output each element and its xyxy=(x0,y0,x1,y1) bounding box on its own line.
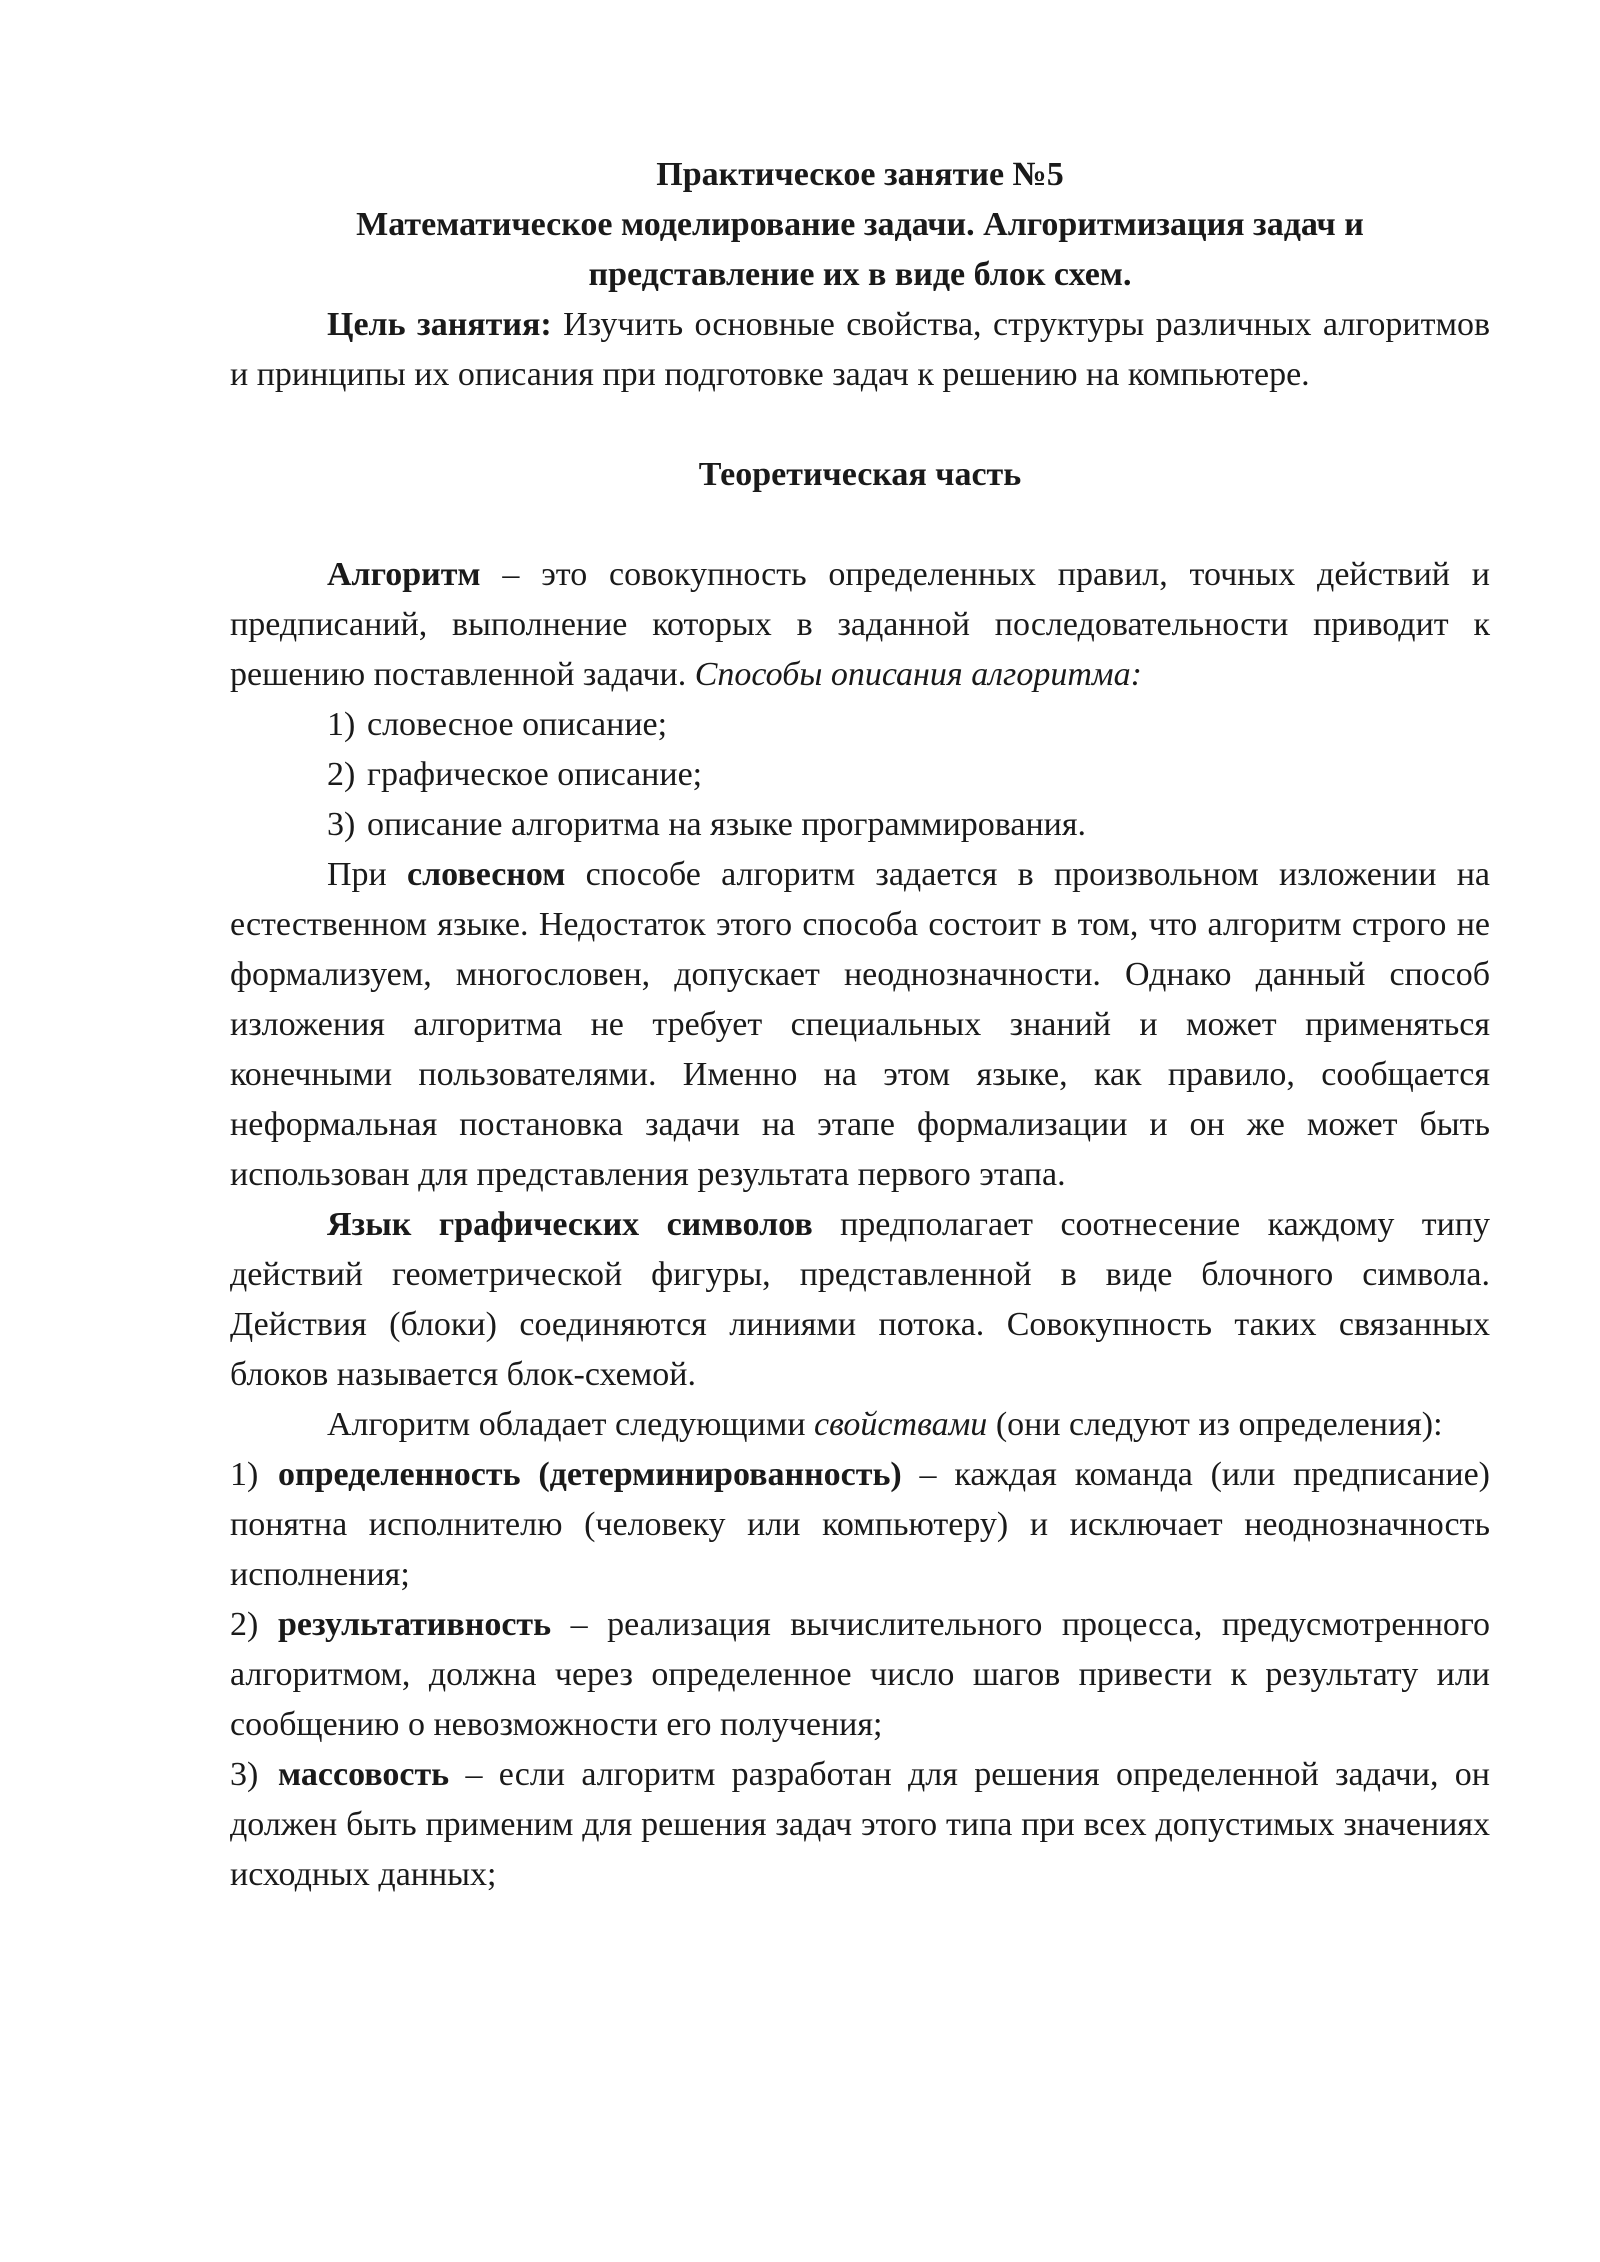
list-item xyxy=(230,700,1490,750)
property-number: 3) xyxy=(230,1756,259,1793)
title-line-1: Практическое занятие №5 xyxy=(656,156,1064,193)
document-body xyxy=(230,150,1490,1900)
goal-paragraph xyxy=(230,300,1490,400)
list-item-number: 2) xyxy=(327,756,356,793)
section-title: Теоретическая часть xyxy=(698,456,1022,493)
list-item xyxy=(230,750,1490,800)
list-item-number: 3) xyxy=(327,806,356,843)
algorithm-text: – это совокупность определенных правил, точных действий и предписаний, выполнение которых в заданной последовательности приводит к решению поставленной задачи. xyxy=(230,556,1490,693)
property-text: – если алгоритм разработан для решения определенной задачи, он должен быть применим для решения задач этого типа при всех допустимых значениях исходных данных; xyxy=(230,1756,1490,1893)
property-item xyxy=(230,1600,1490,1750)
verbal-text: способе алгоритм задается в произвольном изложении на естественном языке. Недостаток этого способа состоит в том, что алгоритм строго не формализуем, многословен, допускает неоднозначности. Однако данный способ изложения алгоритма не требует специальных знаний и может применяться конечными пользователями. Именно на этом языке, как правило, сообщается неформальная постановка задачи на этапе формализации и он же может быть использован для представления результата первого этапа. xyxy=(230,856,1490,1193)
goal-text: Изучить основные свойства, структуры различных алгоритмов и принципы их описания при подготовке задач к решению на компьютере. xyxy=(230,306,1491,393)
property-term: определенность (детерминированность) xyxy=(278,1456,902,1493)
document-title xyxy=(230,150,1490,300)
graphic-text: предполагает соотнесение каждому типу действий геометрической фигуры, представленной в виде блочного символа. Действия (блоки) соединяются линиями потока. Совокупность таких связанных блоков называется блок-схемой. xyxy=(230,1206,1490,1393)
property-term: результативность xyxy=(278,1606,552,1643)
graphic-method-paragraph xyxy=(230,1200,1490,1400)
property-number: 2) xyxy=(230,1606,259,1643)
list-item-text: описание алгоритма на языке программирования. xyxy=(367,806,1086,843)
algorithm-definition xyxy=(230,550,1490,700)
graphic-term: Язык графических символов xyxy=(327,1206,813,1243)
list-item xyxy=(230,800,1490,850)
property-item xyxy=(230,1750,1490,1900)
properties-intro-suffix: (они следуют из определения): xyxy=(987,1406,1443,1443)
list-item-text: словесное описание; xyxy=(367,706,668,743)
property-term: массовость xyxy=(278,1756,450,1793)
list-item-text: графическое описание; xyxy=(367,756,703,793)
verbal-term: словесном xyxy=(407,856,566,893)
methods-heading: Способы описания алгоритма: xyxy=(694,656,1142,693)
property-text: – каждая команда (или предписание) понятна исполнителю (человеку или компьютеру) и исключает неоднозначность исполнения; xyxy=(230,1456,1490,1593)
properties-term: свойствами xyxy=(814,1406,988,1443)
property-item xyxy=(230,1450,1490,1600)
algorithm-term: Алгоритм xyxy=(327,556,481,593)
properties-intro-paragraph xyxy=(230,1400,1490,1450)
title-line-2: Математическое моделирование задачи. Алгоритмизация задач и xyxy=(356,206,1364,243)
properties-intro-prefix: Алгоритм обладает следующими xyxy=(327,1406,815,1443)
property-number: 1) xyxy=(230,1456,259,1493)
list-item-number: 1) xyxy=(327,706,356,743)
verbal-method-paragraph xyxy=(230,850,1490,1200)
title-line-3: представление их в виде блок схем. xyxy=(588,256,1132,293)
goal-label: Цель занятия: xyxy=(327,306,552,343)
verbal-prefix: При xyxy=(327,856,408,893)
property-text: – реализация вычислительного процесса, предусмотренного алгоритмом, должна через определенное число шагов привести к результату или сообщению о невозможности его получения; xyxy=(230,1606,1490,1743)
